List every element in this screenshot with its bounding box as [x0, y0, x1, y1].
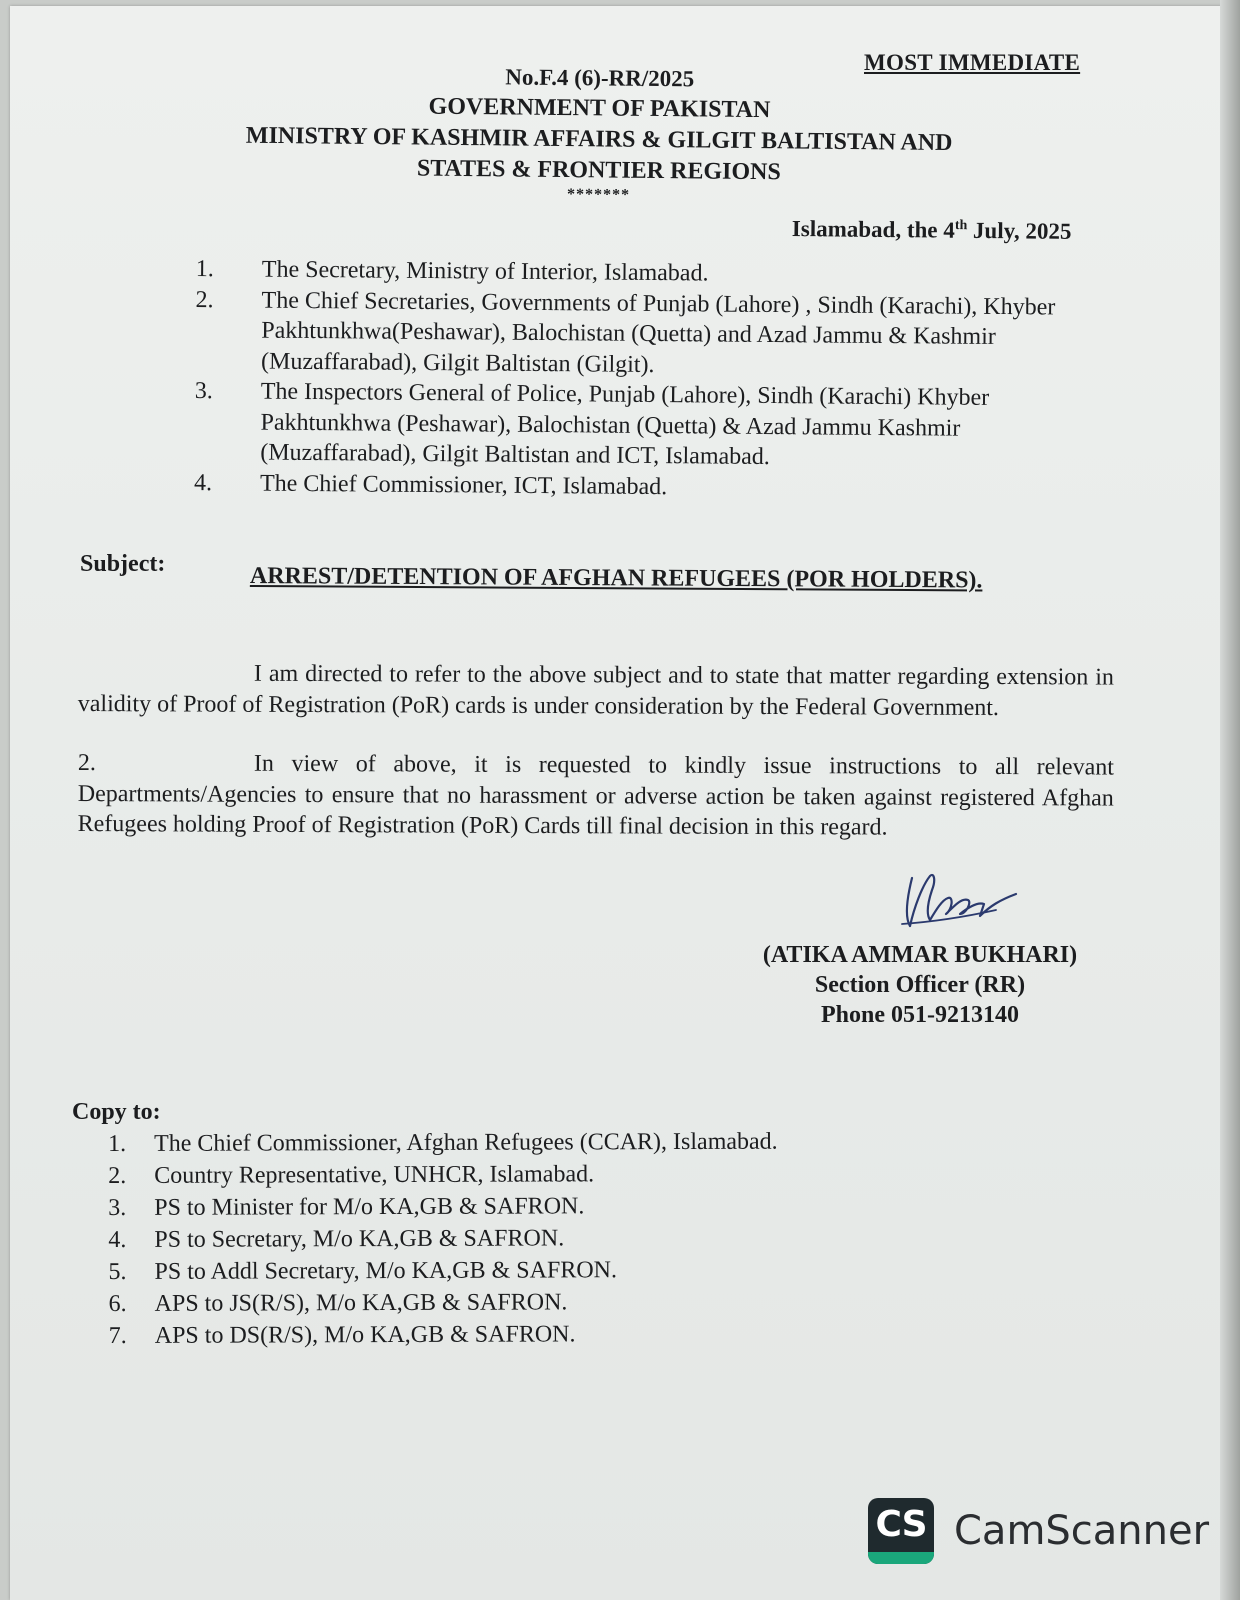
- camscanner-watermark: [868, 1498, 1209, 1564]
- copy-text: PS to Minister for M/o KA,GB & SAFRON.: [154, 1193, 585, 1221]
- addressee-item: [194, 467, 1094, 505]
- date-ordinal: th: [954, 218, 968, 234]
- copy-to-label: Copy to:: [72, 1099, 161, 1125]
- list-item: [109, 1318, 779, 1352]
- copy-number: 3.: [108, 1194, 127, 1221]
- paragraph-indent: [78, 680, 254, 681]
- signatory-designation: Section Officer (RR): [814, 972, 1026, 998]
- copy-number: 6.: [108, 1290, 127, 1317]
- copy-text: APS to JS(R/S), M/o KA,GB & SAFRON.: [154, 1289, 568, 1317]
- copy-text: PS to Secretary, M/o KA,GB & SAFRON.: [154, 1225, 565, 1253]
- copy-number: 5.: [108, 1258, 127, 1285]
- signatory-name: (ATIKA AMMAR BUKHARI): [762, 942, 1078, 968]
- addressee-text: The Inspectors General of Police, Punjab (Lahore), Sindh (Karachi) Khyber Pakhtunkhwa (Peshawar), Balochistan (Quetta) & Azad Jammu Kashmir (Muzaffarabad), Gilgit Baltistan and ICT, Islamabad.: [260, 378, 990, 471]
- header-separator: *******: [567, 186, 631, 204]
- copy-text: The Chief Commissioner, Afghan Refugees (CCAR), Islamabad.: [154, 1128, 778, 1157]
- copy-text: Country Representative, UNHCR, Islamabad.: [154, 1161, 595, 1189]
- list-item: [109, 1286, 779, 1320]
- copy-text: APS to DS(R/S), M/o KA,GB & SAFRON.: [154, 1321, 576, 1349]
- camscanner-name: CamScanner: [954, 1508, 1210, 1554]
- paragraph-1-text: I am directed to refer to the above subject and to state that matter regarding extension in validity of Proof of Registration (PoR) cards is under consideration by the Federal Government.: [77, 660, 1114, 721]
- scan-edge-shadow: [1220, 0, 1240, 1600]
- body-paragraph-1: [78, 658, 1114, 724]
- copy-to-list: [108, 1126, 778, 1352]
- addressee-text: The Chief Commissioner, ICT, Islamabad.: [259, 470, 668, 500]
- handwritten-signature: [900, 864, 1020, 934]
- addressee-item: [194, 376, 1095, 475]
- addressee-number: 4.: [193, 469, 213, 496]
- ministry-title-line1: MINISTRY OF KASHMIR AFFAIRS & GILGIT BALTISTAN AND: [245, 122, 953, 157]
- logo-accent-bar: [868, 1552, 934, 1564]
- logo-letters: CS: [875, 1504, 927, 1545]
- addressee-number: 2.: [195, 286, 214, 313]
- list-item: [108, 1254, 778, 1288]
- addressee-text: The Secretary, Ministry of Interior, Islamabad.: [261, 256, 709, 287]
- paragraph-2-number: 2.: [77, 750, 96, 777]
- reference-number: No.F.4 (6)-RR/2025: [505, 64, 695, 92]
- signatory-phone: Phone 051-9213140: [821, 1002, 1019, 1028]
- addressee-text: The Chief Secretaries, Governments of Punjab (Lahore) , Sindh (Karachi), Khyber Pakhtunkhwa(Peshawar), Balochistan (Quetta) and Azad Jammu & Kashmir (Muzaffarabad), Gilgit Baltistan (Gilgit).: [260, 287, 1056, 378]
- addressee-item: [195, 284, 1096, 383]
- addressee-list: [194, 254, 1096, 506]
- subject-label: Subject:: [80, 551, 166, 577]
- copy-number: 4.: [108, 1226, 127, 1253]
- copy-number: 2.: [108, 1162, 127, 1189]
- list-item: [108, 1190, 778, 1224]
- signatory-block: [740, 940, 1100, 1030]
- copy-text: PS to Addl Secretary, M/o KA,GB & SAFRON.: [154, 1257, 618, 1285]
- list-item: [108, 1158, 778, 1192]
- subject-text: ARREST/DETENTION OF AFGHAN REFUGEES (POR HOLDERS).: [249, 563, 983, 594]
- letterhead: [179, 58, 1020, 209]
- date-suffix: July, 2025: [967, 217, 1072, 244]
- camscanner-logo-icon: [868, 1498, 934, 1564]
- list-item: [108, 1126, 778, 1160]
- addressee-number: 1.: [195, 255, 214, 283]
- document-page: [10, 6, 1230, 1600]
- priority-label: MOST IMMEDIATE: [864, 50, 1081, 75]
- paragraph-2-text: In view of above, it is requested to kindly issue instructions to all relevant Departments/Agencies to ensure that no harassment or adverse action be taken against registered Afghan Refugees holding Proof of Registration (PoR) Cards till final decision in this regard.: [77, 750, 1114, 841]
- government-title: GOVERNMENT OF PAKISTAN: [428, 93, 771, 124]
- body-paragraph-2: [78, 748, 1114, 844]
- date-line: [792, 216, 1072, 245]
- copy-number: 7.: [108, 1322, 127, 1349]
- addressee-number: 3.: [194, 377, 213, 405]
- list-item: [108, 1222, 778, 1256]
- ministry-title-line2: STATES & FRONTIER REGIONS: [416, 155, 781, 186]
- copy-number: 1.: [108, 1130, 127, 1157]
- date-prefix: Islamabad, the 4: [791, 216, 955, 243]
